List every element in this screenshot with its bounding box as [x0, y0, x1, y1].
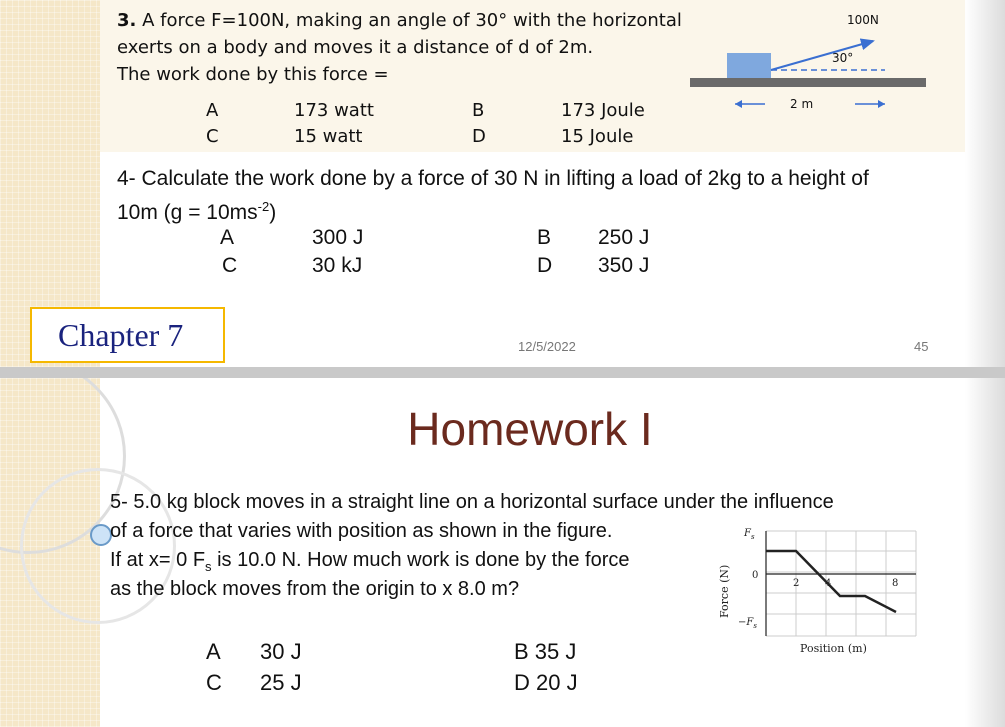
x-tick-label: 8 — [892, 578, 899, 589]
distance-arrowhead-left — [735, 100, 742, 108]
question-5-line2: of a force that varies with position as shown in the figure. — [110, 520, 613, 542]
force-diagram — [685, 0, 935, 150]
ground-surface — [690, 78, 926, 87]
q5-option-c-letter: C — [206, 670, 222, 695]
force-arrow — [771, 41, 873, 70]
q5-option-c-value: 25 J — [260, 670, 302, 695]
q3-option-c-value: 15 watt — [294, 126, 363, 147]
y-top-label: $F_s$ — [744, 528, 755, 541]
question-3-line3: The work done by this force = — [117, 64, 389, 85]
q4-option-d-letter: D — [537, 254, 553, 277]
x-tick-label: 4 — [825, 578, 832, 589]
x-axis-label: Position (m) — [800, 642, 867, 655]
q3-option-d-value: 15 Joule — [561, 126, 634, 147]
q5-option-b: B 35 J — [514, 639, 577, 664]
chapter-box — [30, 307, 225, 363]
q5-option-a-value: 30 J — [260, 639, 302, 664]
bottom-slide — [0, 378, 1005, 727]
question-5-line3: If at x= 0 $F_s$ is 10.0 N. How much work is done by the force — [110, 549, 630, 574]
chapter-label: Chapter 7 — [58, 317, 184, 353]
q5-option-d: D 20 J — [514, 670, 578, 695]
y-bottom-label: $-F_s$ — [738, 617, 757, 630]
q4-option-c-value: 30 kJ — [312, 254, 363, 277]
bullet-circle — [90, 524, 112, 546]
question-5-line1: 5- 5.0 kg block moves in a straight line on a horizontal surface under the influence — [110, 491, 834, 513]
q3-option-a-value: 173 watt — [294, 100, 374, 121]
q3-option-b-value: 173 Joule — [561, 100, 645, 121]
q4-option-c-letter: C — [222, 254, 238, 277]
homework-title: Homework I — [407, 403, 653, 455]
q4-option-a-letter: A — [220, 226, 235, 249]
angle-label: 30° — [832, 51, 854, 65]
q3-option-d-letter: D — [472, 126, 486, 147]
q3-option-c-letter: C — [206, 126, 219, 147]
y-axis-label: Force (N) — [718, 564, 731, 618]
q5-option-a-letter: A — [206, 639, 221, 664]
footer-page-number: 45 — [914, 339, 929, 354]
q4-option-b-value: 250 J — [598, 226, 650, 249]
force-label: 100N — [847, 13, 879, 27]
force-position-graph — [700, 526, 940, 676]
question-5-line4: as the block moves from the origin to x 8.0 m? — [110, 578, 520, 600]
question-4-line1: 4- Calculate the work done by a force of 30 N in lifting a load of 2kg to a height of — [117, 167, 869, 190]
q4-option-b-letter: B — [537, 226, 552, 249]
block — [727, 53, 771, 78]
q4-option-d-value: 350 J — [598, 254, 650, 277]
y-zero-label: 0 — [752, 570, 759, 581]
question-4-line2: 10m $(g = 10ms^{-2})$ — [117, 199, 277, 224]
q3-option-a-letter: A — [206, 100, 219, 121]
distance-label: 2 m — [790, 97, 814, 111]
slide-edge-shadow — [965, 0, 1005, 367]
question-3-line2: exerts on a body and moves it a distance of d of 2m. — [117, 37, 594, 58]
q4-option-a-value: 300 J — [312, 226, 364, 249]
question-3-line1: 3. A force F=100N, making an angle of 30° with the horizontal — [117, 10, 682, 31]
x-tick-label: 2 — [793, 578, 800, 589]
q3-option-b-letter: B — [472, 100, 485, 121]
footer-date: 12/5/2022 — [518, 339, 576, 354]
distance-arrowhead-right — [878, 100, 885, 108]
